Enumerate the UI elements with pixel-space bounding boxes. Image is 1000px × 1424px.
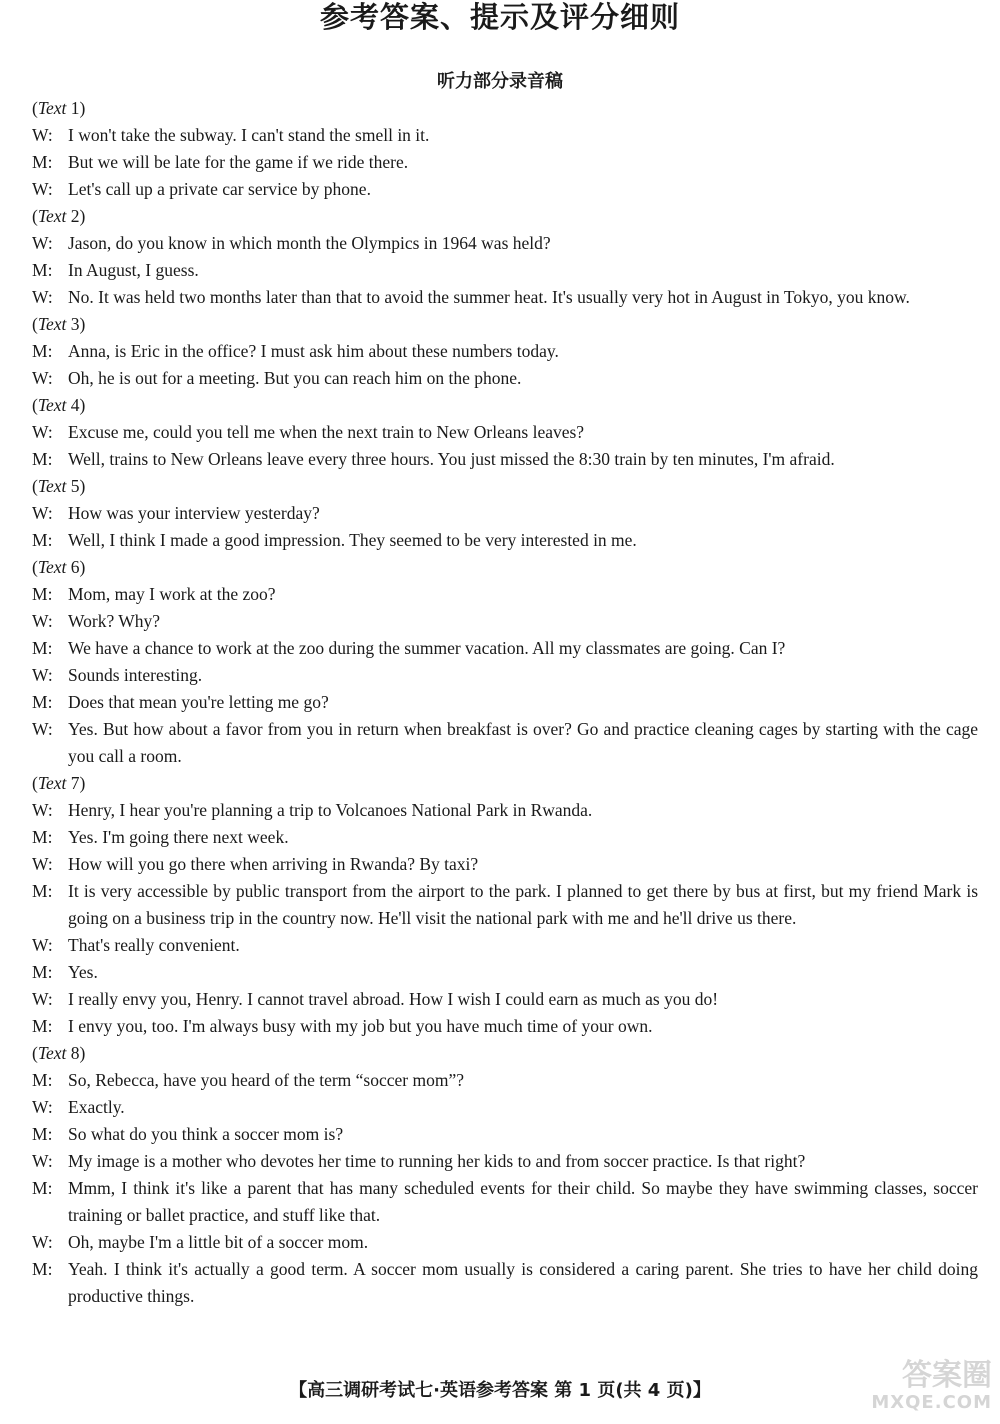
dialogue-line [32,581,978,608]
utterance: We have a chance to work at the zoo during the summer vacation. All my classmates are going. Can I? [68,638,786,658]
dialogue-line [32,1121,978,1148]
dialogue-line [32,824,978,851]
text-heading-number: 1 [70,98,80,118]
text-heading: (Text 6) [32,557,86,577]
speaker-letter: W [32,368,48,388]
text-heading-number: 6 [70,557,80,577]
speaker: M: [32,1259,53,1279]
speaker: W: [32,179,53,199]
speaker-letter: M [32,530,48,550]
utterance: Yeah. I think it's actually a good term. A soccer mom usually is considered a caring parent. She tries to have her child doing productive things. [68,1259,978,1306]
speaker-letter: M [32,827,48,847]
utterance: Oh, maybe I'm a little bit of a soccer mom. [68,1232,369,1252]
dialogue-line [32,932,978,959]
speaker-letter: W [32,503,48,523]
dialogue-line [32,689,978,716]
utterance: But we will be late for the game if we ride there. [68,152,409,172]
section-title: 听力部分录音稿 [437,71,563,92]
dialogue-line [32,500,978,527]
speaker: M: [32,530,53,550]
utterance: Henry, I hear you're planning a trip to Volcanoes National Park in Rwanda. [68,800,593,820]
utterance: Exactly. [68,1097,125,1117]
dialogue-line [32,1013,978,1040]
speaker-letter: W [32,422,48,442]
utterance: I really envy you, Henry. I cannot travel abroad. How I wish I could earn as much as you do! [68,989,719,1009]
text-heading-label: Text [37,1043,67,1063]
utterance: Let's call up a private car service by phone. [68,179,371,199]
speaker: W: [32,422,53,442]
speaker-letter: M [32,638,48,658]
dialogue-line [32,608,978,635]
speaker: M: [32,1016,53,1036]
utterance: How was your interview yesterday? [68,503,320,523]
speaker-letter: W [32,800,48,820]
dialogue-line [32,1175,978,1229]
speaker-letter: W [32,935,48,955]
utterance: Anna, is Eric in the office? I must ask him about these numbers today. [68,341,559,361]
speaker: M: [32,827,53,847]
speaker: W: [32,935,53,955]
speaker: W: [32,503,53,523]
speaker-letter: W [32,989,48,1009]
dialogue-line [32,1229,978,1256]
speaker-letter: W [32,125,48,145]
dialogue-line [32,446,978,473]
text-heading-number: 3 [70,314,80,334]
dialogue-line [32,257,978,284]
dialogue-line [32,986,978,1013]
dialogue-line [32,1094,978,1121]
text-heading-label: Text [37,557,67,577]
utterance: Well, I think I made a good impression. They seemed to be very interested in me. [68,530,637,550]
speaker-letter: W [32,179,48,199]
text-heading-label: Text [37,206,67,226]
watermark-text: 答案圈 [902,1358,992,1393]
utterance: Jason, do you know in which month the Olympics in 1964 was held? [68,233,551,253]
dialogue-line [32,365,978,392]
speaker: W: [32,989,53,1009]
text-heading-label: Text [37,314,67,334]
speaker-letter: M [32,260,48,280]
utterance: Yes. [68,962,98,982]
speaker-letter: M [32,692,48,712]
dialogue-line [32,1148,978,1175]
dialogue-line [32,878,978,932]
speaker-letter: W [32,1097,48,1117]
speaker-letter: W [32,611,48,631]
utterance: I envy you, too. I'm always busy with my job but you have much time of your own. [68,1016,653,1036]
speaker-letter: M [32,584,48,604]
speaker: M: [32,1178,53,1198]
speaker-letter: M [32,1259,48,1279]
speaker: W: [32,1097,53,1117]
speaker: W: [32,800,53,820]
text-heading-number: 4 [70,395,80,415]
utterance: How will you go there when arriving in Rwanda? By taxi? [68,854,479,874]
utterance: So, Rebecca, have you heard of the term “soccer mom”? [68,1070,465,1090]
utterance: I won't take the subway. I can't stand the smell in it. [68,125,430,145]
text-heading: (Text 1) [32,98,86,118]
text-heading-label: Text [37,773,67,793]
speaker-letter: M [32,449,48,469]
speaker-letter: M [32,152,48,172]
utterance: No. It was held two months later than that to avoid the summer heat. It's usually very hot in August in Tokyo, you know. [68,287,910,307]
speaker: M: [32,449,53,469]
speaker-letter: W [32,233,48,253]
speaker-letter: W [32,287,48,307]
speaker-letter: M [32,881,48,901]
speaker: W: [32,368,53,388]
speaker: W: [32,287,53,307]
utterance: Yes. I'm going there next week. [68,827,289,847]
text-heading: (Text 3) [32,314,86,334]
speaker: W: [32,1151,53,1171]
speaker: M: [32,962,53,982]
text-heading-number: 8 [70,1043,80,1063]
dialogue-line [32,284,978,311]
dialogue-line [32,1256,978,1310]
watermark-logo [852,1360,992,1420]
speaker: M: [32,1124,53,1144]
speaker: M: [32,692,53,712]
utterance: In August, I guess. [68,260,199,280]
text-heading: (Text 7) [32,773,86,793]
speaker: W: [32,665,53,685]
speaker: M: [32,881,53,901]
speaker-letter: M [32,962,48,982]
utterance: Oh, he is out for a meeting. But you can reach him on the phone. [68,368,522,388]
utterance: My image is a mother who devotes her time to running her kids to and from soccer practice. Is that right? [68,1151,806,1171]
text-heading: (Text 4) [32,395,86,415]
text-heading-label: Text [37,476,67,496]
dialogue-line [32,338,978,365]
dialogue-line [32,716,978,770]
utterance: Sounds interesting. [68,665,203,685]
text-heading-number: 2 [70,206,80,226]
speaker-letter: W [32,1232,48,1252]
speaker-letter: W [32,719,48,739]
dialogue-line [32,1067,978,1094]
speaker: M: [32,1070,53,1090]
utterance: So what do you think a soccer mom is? [68,1124,344,1144]
text-heading-label: Text [37,395,67,415]
dialogue-line [32,959,978,986]
speaker: W: [32,719,53,739]
dialogue-line [32,635,978,662]
speaker-letter: W [32,665,48,685]
speaker: M: [32,152,53,172]
speaker: W: [32,125,53,145]
dialogue-line [32,176,978,203]
dialogue-line [32,122,978,149]
speaker: W: [32,233,53,253]
page-title: 参考答案、提示及评分细则 [319,0,680,34]
utterance: Well, trains to New Orleans leave every three hours. You just missed the 8:30 train by ten minutes, I'm afraid. [68,449,835,469]
dialogue-line [32,527,978,554]
speaker-letter: M [32,1178,48,1198]
speaker: M: [32,260,53,280]
speaker: M: [32,638,53,658]
text-heading: (Text 8) [32,1043,86,1063]
speaker-letter: M [32,1070,48,1090]
text-heading-number: 7 [70,773,80,793]
speaker-letter: W [32,1151,48,1171]
utterance: Does that mean you're letting me go? [68,692,329,712]
text-heading: (Text 2) [32,206,86,226]
utterance: Work? Why? [68,611,161,631]
dialogue-line [32,149,978,176]
dialogue-line [32,851,978,878]
transcript [32,95,978,1310]
dialogue-line [32,662,978,689]
utterance: Yes. But how about a favor from you in return when breakfast is over? Go and practice cleaning cages by starting with the cage you call a room. [68,719,978,766]
speaker: M: [32,584,53,604]
speaker: M: [32,341,53,361]
speaker-letter: M [32,1016,48,1036]
page-footer: 【高三调研考试七·英语参考答案 第 1 页(共 4 页)】 [289,1380,711,1401]
speaker: W: [32,611,53,631]
text-heading: (Text 5) [32,476,86,496]
dialogue-line [32,797,978,824]
speaker: W: [32,1232,53,1252]
utterance: That's really convenient. [68,935,240,955]
speaker-letter: M [32,1124,48,1144]
dialogue-line [32,230,978,257]
utterance: Excuse me, could you tell me when the next train to New Orleans leaves? [68,422,585,442]
utterance: Mmm, I think it's like a parent that has many scheduled events for their child. So maybe they have swimming classes, soccer training or ballet practice, and stuff like that. [68,1178,978,1225]
text-heading-label: Text [37,98,67,118]
speaker: W: [32,854,53,874]
dialogue-line [32,419,978,446]
speaker-letter: M [32,341,48,361]
watermark-url: MXQE.COM [871,1392,992,1413]
utterance: It is very accessible by public transport from the airport to the park. I planned to get there by bus at first, but my friend Mark is going on a business trip in the country now. He'll visit the national park with me and he'll drive us there. [68,881,978,928]
utterance: Mom, may I work at the zoo? [68,584,276,604]
text-heading-number: 5 [70,476,80,496]
speaker-letter: W [32,854,48,874]
